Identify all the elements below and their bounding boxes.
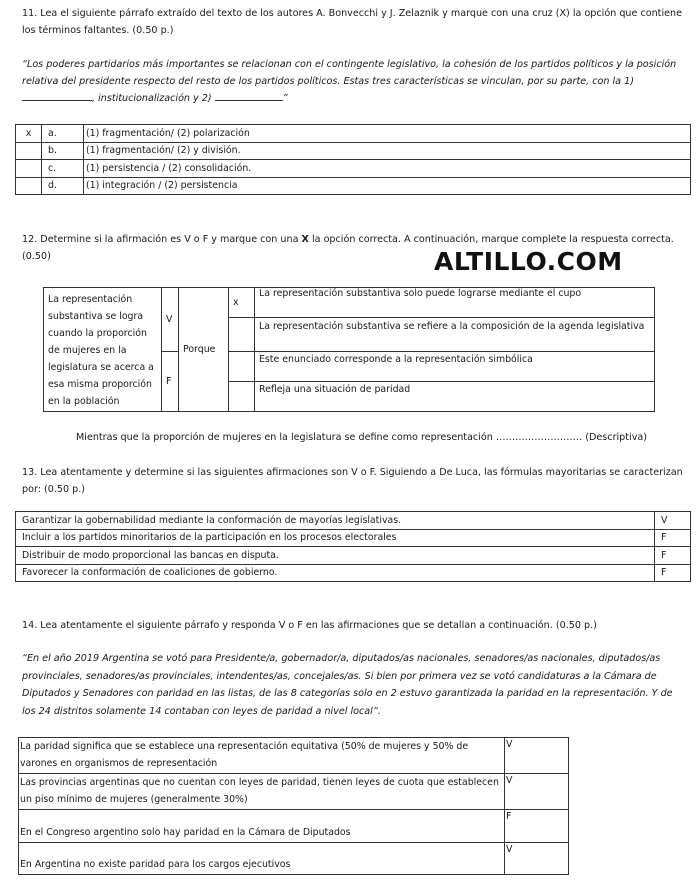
q11-option-row	[16, 125, 691, 143]
q12-mark-2[interactable]	[229, 352, 255, 382]
q12-mark-3[interactable]	[229, 382, 255, 412]
q14-statement: En el Congreso argentino solo hay paridad en la Cámara de Diputados	[19, 810, 505, 843]
q12-option-0: La representación substantiva solo puede lograrse mediante el cupo	[255, 288, 655, 318]
q12-prompt-text: 12. Determine si la afirmación es V o F y marque con una X la opción correcta. A continuación, marque complete la respuesta correcta. (0.50)	[22, 234, 674, 262]
q14-quote: “En el año 2019 Argentina se votó para Presidente/a, gobernador/a, diputados/as nacionales, senadores/as nacionales, diputados/as provinciales, senadores/as provinciales, intendentes/as, concejales/as. Si bien por primera vez se votó candidaturas a la Cámara de Diputados y Senadores con paridad en las listas, de las 8 categorías solo en 2 estuvo garantizada la paridad en la representación. Y de los 24 distritos solamente 14 contaban con leyes de paridad a nivel local”.	[22, 653, 673, 717]
q13-row	[16, 547, 691, 565]
q11-blank-1[interactable]	[22, 90, 92, 101]
q13-table	[15, 511, 691, 582]
q13-answer[interactable]: F	[655, 564, 691, 582]
q13-answer[interactable]: F	[655, 529, 691, 547]
q14-row	[19, 810, 569, 843]
q13-statement: Garantizar la gobernabilidad mediante la conformación de mayorías legislativas.	[16, 512, 655, 530]
q11-quote-text: “Los poderes partidarios más importantes se relacionan con el contingente legislativo, la cohesión de los partidos políticos y la posición relativa del presidente respecto del resto de los partidos políticos. Estas tres características se vinculan, por su parte, con la 1)	[22, 59, 677, 87]
q11-mark-cell[interactable]	[16, 142, 42, 160]
q13-answer[interactable]: V	[655, 512, 691, 530]
q14-answer[interactable]: F	[505, 810, 569, 843]
q11-option-text: (1) integración / (2) persistencia	[84, 177, 691, 195]
q13-statement: Favorecer la conformación de coaliciones de gobierno.	[16, 564, 655, 582]
q13-answer[interactable]: F	[655, 547, 691, 565]
q11-quote-mid: , institucionalización y 2)	[92, 93, 212, 104]
q11-option-letter: c.	[42, 160, 84, 178]
q14-answer[interactable]: V	[505, 738, 569, 774]
q11-quote	[22, 56, 692, 107]
q14-statement: Las provincias argentinas que no cuentan con leyes de paridad, tienen leyes de cuota que establecen un piso mínimo de mujeres (generalmente 30%)	[19, 774, 505, 810]
q12-mark-0[interactable]: x	[229, 288, 255, 318]
q11-options-table	[15, 124, 691, 195]
q12-mark-1[interactable]	[229, 318, 255, 352]
q14-table	[18, 737, 569, 875]
q11-mark-cell[interactable]: x	[16, 125, 42, 143]
watermark-logo: ALTILLO.COM	[434, 247, 623, 276]
q14-row	[19, 843, 569, 875]
q12-v-option[interactable]: V	[162, 288, 179, 352]
q11-prompt: 11. Lea el siguiente párrafo extraído del texto de los autores A. Bonvecchi y J. Zelaznik y marque con una cruz (X) la opción que contiene los términos faltantes. (0.50 p.)	[22, 8, 682, 36]
q13-row	[16, 512, 691, 530]
q13-row	[16, 564, 691, 582]
q14-answer[interactable]: V	[505, 774, 569, 810]
q12-followup: Mientras que la proporción de mujeres en la legislatura se define como representación ……………………… (Descriptiva)	[76, 432, 648, 443]
q11-mark-cell[interactable]	[16, 177, 42, 195]
q13-statement: Incluir a los partidos minoritarios de la participación en los procesos electorales	[16, 529, 655, 547]
q12-porque: Porque	[179, 288, 229, 412]
q14-row	[19, 774, 569, 810]
q12-option-3: Refleja una situación de paridad	[255, 382, 655, 412]
q12-option-1: La representación substantiva se refiere a la composición de la agenda legislativa	[255, 318, 655, 352]
q11-option-text: (1) persistencia / (2) consolidación.	[84, 160, 691, 178]
q11-mark-cell[interactable]	[16, 160, 42, 178]
q14-statement: La paridad significa que se establece una representación equitativa (50% de mujeres y 50% de varones en organismos de representación	[19, 738, 505, 774]
q13-prompt: 13. Lea atentamente y determine si las siguientes afirmaciones son V o F. Siguiendo a De Luca, las fórmulas mayoritarias se caracterizan por: (0.50 p.)	[22, 467, 683, 495]
q11-option-letter: a.	[42, 125, 84, 143]
q11-option-text: (1) fragmentación/ (2) polarización	[84, 125, 691, 143]
q12-option-2: Este enunciado corresponde a la representación simbólica	[255, 352, 655, 382]
q11-option-letter: b.	[42, 142, 84, 160]
q12-table	[43, 287, 655, 412]
q14-row	[19, 738, 569, 774]
q14-statement: En Argentina no existe paridad para los cargos ejecutivos	[19, 843, 505, 875]
q11-option-row	[16, 177, 691, 195]
q14-prompt: 14. Lea atentamente el siguiente párrafo y responda V o F en las afirmaciones que se detallan a continuación. (0.50 p.)	[22, 620, 597, 631]
q11-option-text: (1) fragmentación/ (2) y división.	[84, 142, 691, 160]
q11-option-row	[16, 142, 691, 160]
q11-quote-end: ”	[282, 93, 288, 104]
q13-row	[16, 529, 691, 547]
q12-f-option[interactable]: F	[162, 352, 179, 412]
q12-statement: La representación substantiva se logra cuando la proporción de mujeres en la legislatura se acerca a esa misma proporción en la población	[44, 288, 162, 412]
q14-answer[interactable]: V	[505, 843, 569, 875]
q11-blank-2[interactable]	[215, 90, 283, 101]
q11-option-row	[16, 160, 691, 178]
q11-option-letter: d.	[42, 177, 84, 195]
q13-statement: Distribuir de modo proporcional las bancas en disputa.	[16, 547, 655, 565]
